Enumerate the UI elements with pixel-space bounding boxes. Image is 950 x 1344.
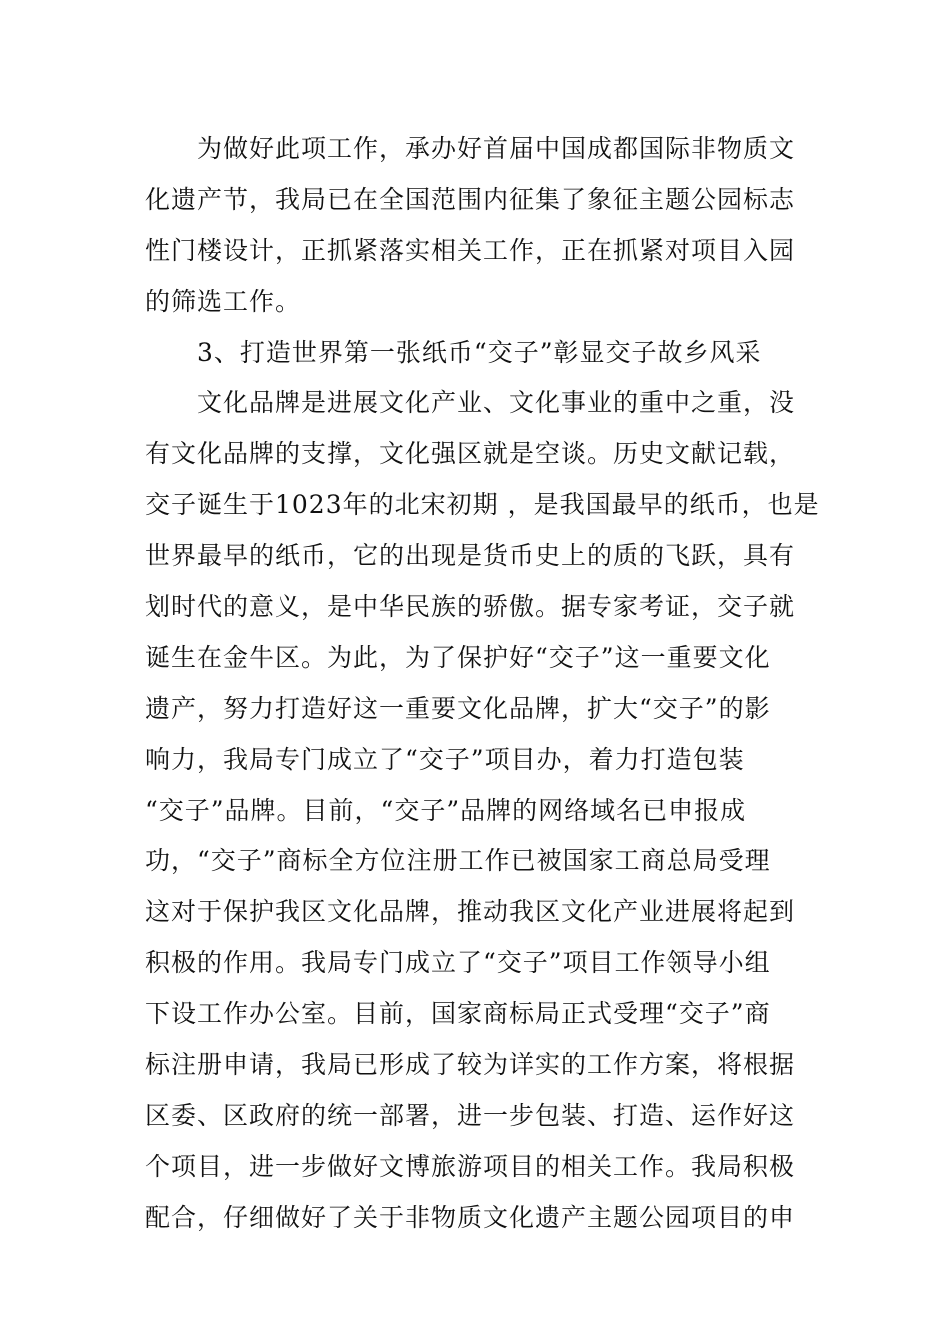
text-line: 响力，我局专门成立了“交子”项目办，着力打造包装 xyxy=(145,744,745,774)
text-line: 的筛选工作。 xyxy=(145,286,302,316)
text-line: 配合，仔细做好了关于非物质文化遗产主题公园项目的申 xyxy=(145,1202,796,1232)
text-line: 功，“交子”商标全方位注册工作已被国家工商总局受理 xyxy=(145,846,771,876)
text-line: 为做好此项工作，承办好首届中国成都国际非物质文 xyxy=(197,134,796,163)
text-line: 个项目，进一步做好文博旅游项目的相关工作。我局积极 xyxy=(145,1151,796,1181)
text-line: 诞生在金牛区。为此，为了保护好“交子”这一重要文化 xyxy=(145,642,771,672)
text-line: 遗产，努力打造好这一重要文化品牌，扩大“交子”的影 xyxy=(145,693,771,723)
text-line: 积极的作用。我局专门成立了“交子”项目工作领导小组 xyxy=(145,948,771,978)
text-line: 划时代的意义，是中华民族的骄傲。据专家考证，交子就 xyxy=(145,592,796,622)
text-line: 这对于保护我区文化品牌，推动我区文化产业进展将起到 xyxy=(145,897,796,927)
body-text xyxy=(145,124,825,1244)
text-line: 文化品牌是进展文化产业、文化事业的重中之重，没 xyxy=(197,388,796,418)
section-heading: 3、打造世界第一张纸币“交子”彰显交子故乡风采 xyxy=(197,337,762,367)
text-line: 交子诞生于1023年的北宋初期 ，是我国最早的纸币，也是 xyxy=(145,490,820,520)
text-line: 化遗产节，我局已在全国范围内征集了象征主题公园标志 xyxy=(145,184,796,214)
text-line: 标注册申请，我局已形成了较为详实的工作方案，将根据 xyxy=(145,1050,796,1080)
text-line: “交子”品牌。目前，“交子”品牌的网络域名已申报成 xyxy=(145,795,747,825)
text-line: 有文化品牌的支撑，文化强区就是空谈。历史文献记载， xyxy=(145,439,796,469)
text-line: 下设工作办公室。目前，国家商标局正式受理“交子”商 xyxy=(145,999,771,1029)
text-line: 性门楼设计，正抓紧落实相关工作，正在抓紧对项目入园 xyxy=(145,235,796,265)
text-line: 世界最早的纸币，它的出现是货币史上的质的飞跃，具有 xyxy=(145,541,796,571)
text-line: 区委、区政府的统一部署，进一步包装、打造、运作好这 xyxy=(145,1100,796,1130)
